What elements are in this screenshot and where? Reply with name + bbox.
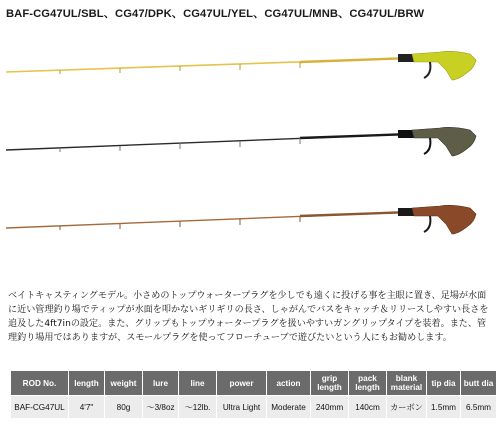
cell-lure: ～3/8oz <box>143 396 179 419</box>
col-pack-length: pack length <box>349 371 387 396</box>
cell-rod-no: BAF-CG47UL <box>11 396 69 419</box>
col-power: power <box>217 371 267 396</box>
col-rod-no: ROD No. <box>11 371 69 396</box>
col-grip-length: grip length <box>311 371 349 396</box>
cell-weight: 80g <box>105 396 143 419</box>
spec-table <box>10 370 497 419</box>
cell-grip-length: 240mm <box>311 396 349 419</box>
cell-length: 4'7" <box>69 396 105 419</box>
cell-tip-dia: 1.5mm <box>427 396 461 419</box>
cell-action: Moderate <box>267 396 311 419</box>
page-title: BAF-CG47UL/SBL、CG47/DPK、CG47UL/YEL、CG47UL/MNB、CG47UL/BRW <box>6 8 425 20</box>
rod-illustrations <box>0 40 500 260</box>
cell-butt-dia: 6.5mm <box>461 396 497 419</box>
yellow-rod <box>6 51 476 80</box>
col-tip-dia: tip dia <box>427 371 461 396</box>
col-action: action <box>267 371 311 396</box>
col-butt-dia: butt dia <box>461 371 497 396</box>
table-row <box>11 396 497 419</box>
black-rod <box>6 127 476 156</box>
brown-rod <box>6 205 476 234</box>
cell-line: ～12lb. <box>179 396 217 419</box>
spec-header-row <box>11 371 497 396</box>
col-line: line <box>179 371 217 396</box>
col-blank-material: blank material <box>387 371 427 396</box>
cell-power: Ultra Light <box>217 396 267 419</box>
col-weight: weight <box>105 371 143 396</box>
cell-blank-material: カーボン <box>387 396 427 419</box>
col-length: length <box>69 371 105 396</box>
col-lure: lure <box>143 371 179 396</box>
cell-pack-length: 140cm <box>349 396 387 419</box>
product-description: ベイトキャスティングモデル。小さめのトップウォータープラグを少しでも遠くに投げる事を主眼に置き、足場が水面に近い管理釣り場でティップが水面を叩かないギリギリの長さ、しゃがんでバスをキャッチ＆リリースしやすい長さを追及した4ft7inの設定。また、グリップもトップウォータープラグを扱いやすいガングリップタイプを装着。また、管理釣り場用ではありますが、スモールプラグを使ってフローチューブで遊びたいという人にもお勧めします。 <box>8 291 489 343</box>
